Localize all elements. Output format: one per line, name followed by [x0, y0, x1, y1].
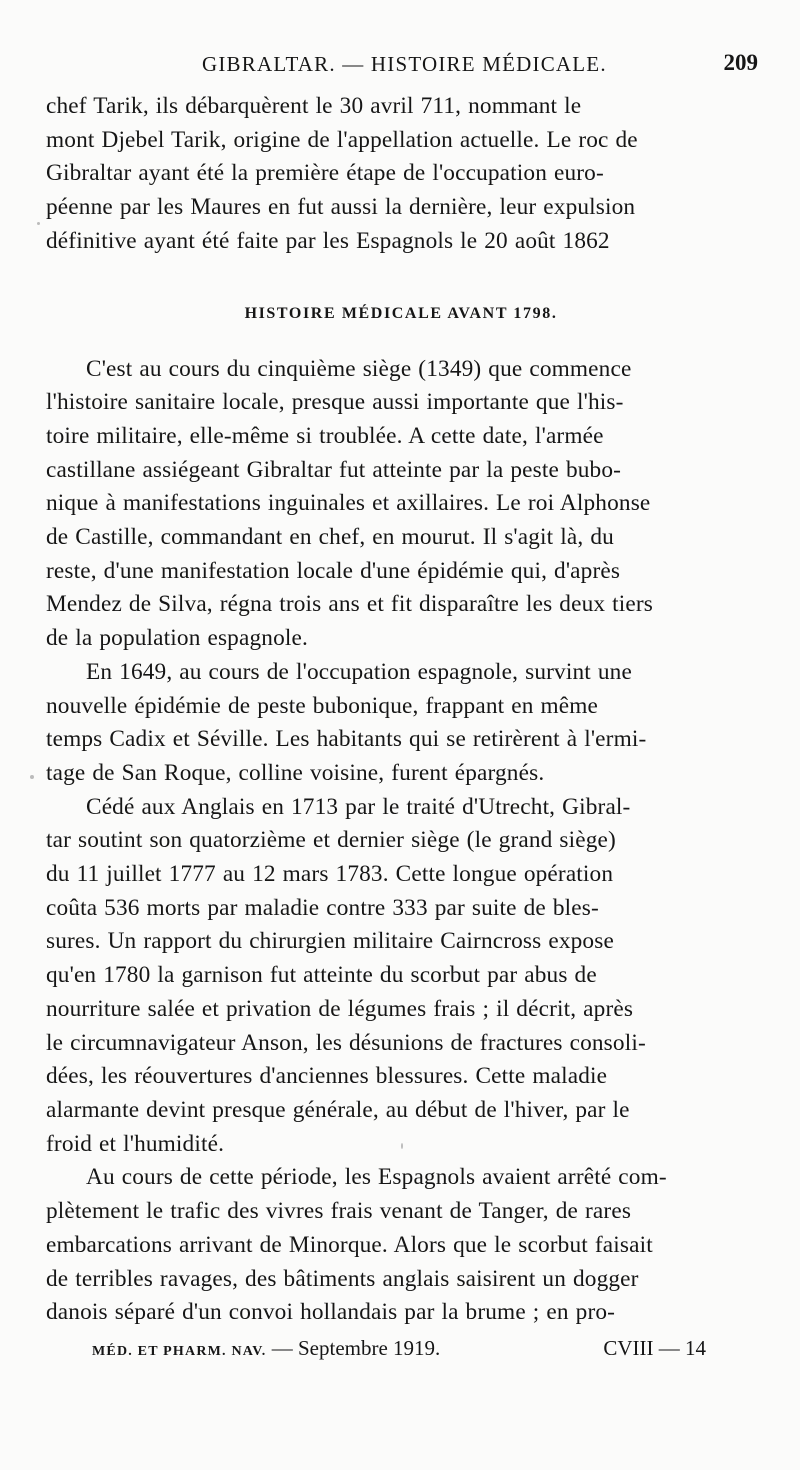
text-line: définitive ayant été faite par les Espagnols le 20 août 1862 — [46, 227, 610, 254]
text-line: alarmante devint presque générale, au début de l'hiver, par le — [46, 1096, 630, 1123]
text-line: plètement le trafic des vivres frais venant de Tanger, de rares — [46, 1198, 632, 1225]
text-line: Mendez de Silva, régna trois ans et fit disparaître les deux tiers — [46, 591, 654, 618]
text-line: le circumnavigateur Anson, les désunions de fractures consoli- — [46, 1029, 646, 1056]
text-line: temps Cadix et Séville. Les habitants qui se retirèrent à l'ermi- — [46, 726, 647, 753]
running-title: GIBRALTAR. — HISTOIRE MÉDICALE. — [202, 52, 607, 76]
text-line: nourriture salée et privation de légumes frais ; il décrit, après — [46, 995, 634, 1022]
text-line: tage de San Roque, colline voisine, furent épargnés. — [46, 759, 545, 786]
text-line: tar soutint son quatorzième et dernier siège (le grand siège) — [46, 827, 616, 854]
text-line: de Castille, commandant en chef, en mourut. Il s'agit là, du — [46, 524, 614, 551]
text-line: Au cours de cette période, les Espagnols avaient arrêté com- — [86, 1164, 667, 1191]
scan-speck — [401, 1143, 403, 1149]
text-line: mont Djebel Tarik, origine de l'appellation actuelle. Le roc de — [46, 126, 638, 153]
footer-journal — [92, 1336, 440, 1361]
paragraph-1349 — [46, 353, 756, 656]
text-line: Gibraltar ayant été la première étape de l'occupation euro- — [46, 160, 604, 187]
paragraph-1649 — [46, 656, 756, 791]
text-line: Cédé aux Anglais en 1713 par le traité d'Utrecht, Gibral- — [86, 793, 631, 820]
text-line: reste, d'une manifestation locale d'une épidémie qui, d'après — [46, 557, 621, 584]
sheet-signature: CVIII — 14 — [603, 1336, 706, 1360]
page-footer — [92, 1336, 712, 1366]
text-line: l'histoire sanitaire locale, presque aussi importante que l'his- — [46, 389, 624, 416]
text-line: dées, les réouvertures d'anciennes blessures. Cette maladie — [46, 1063, 608, 1090]
issue-date: — Septembre 1919. — [271, 1336, 441, 1360]
text-line: de la population espagnole. — [46, 625, 308, 652]
text-line: péenne par les Maures en fut aussi la dernière, leur expulsion — [46, 194, 636, 221]
text-line: qu'en 1780 la garnison fut atteinte du scorbut par abus de — [46, 962, 597, 989]
text-line: chef Tarik, ils débarquèrent le 30 avril 711, nommant le — [46, 93, 582, 119]
paragraph-siege-period — [46, 1161, 756, 1330]
text-line: de terribles ravages, des bâtiments anglais saisirent un dogger — [46, 1265, 639, 1292]
text-line: embarcations arrivant de Minorque. Alors que le scorbut faisait — [46, 1231, 653, 1258]
text-line: sures. Un rapport du chirurgien militaire Cairncross expose — [46, 928, 614, 955]
section-heading: HISTOIRE MÉDICALE AVANT 1798. — [244, 304, 558, 322]
text-line: nique à manifestations inguinales et axillaires. Le roi Alphonse — [46, 490, 651, 517]
text-line: coûta 536 morts par maladie contre 333 par suite de bles- — [46, 894, 599, 921]
text-line: castillane assiégeant Gibraltar fut atteinte par la peste bubo- — [46, 456, 622, 483]
text-line: danois séparé d'un convoi hollandais par la brume ; en pro- — [46, 1299, 616, 1326]
scan-speck — [37, 222, 40, 225]
text-line: En 1649, au cours de l'occupation espagnole, survint une — [86, 658, 632, 685]
text-line: du 11 juillet 1777 au 12 mars 1783. Cette longue opération — [46, 861, 614, 888]
text-line: toire militaire, elle-même si troublée. A cette date, l'armée — [46, 422, 604, 449]
page-number: 209 — [723, 50, 758, 75]
text-line: C'est au cours du cinquième siège (1349) que commence — [86, 355, 632, 382]
journal-abbreviation: MÉD. ET PHARM. NAV. — [92, 1344, 267, 1359]
scan-speck — [30, 775, 34, 779]
continuation-paragraph — [46, 90, 756, 259]
text-line: nouvelle épidémie de peste bubonique, frappant en même — [46, 692, 599, 719]
running-head — [40, 50, 760, 86]
text-line: froid et l'humidité. — [46, 1130, 225, 1157]
paragraph-1713 — [46, 791, 756, 1162]
